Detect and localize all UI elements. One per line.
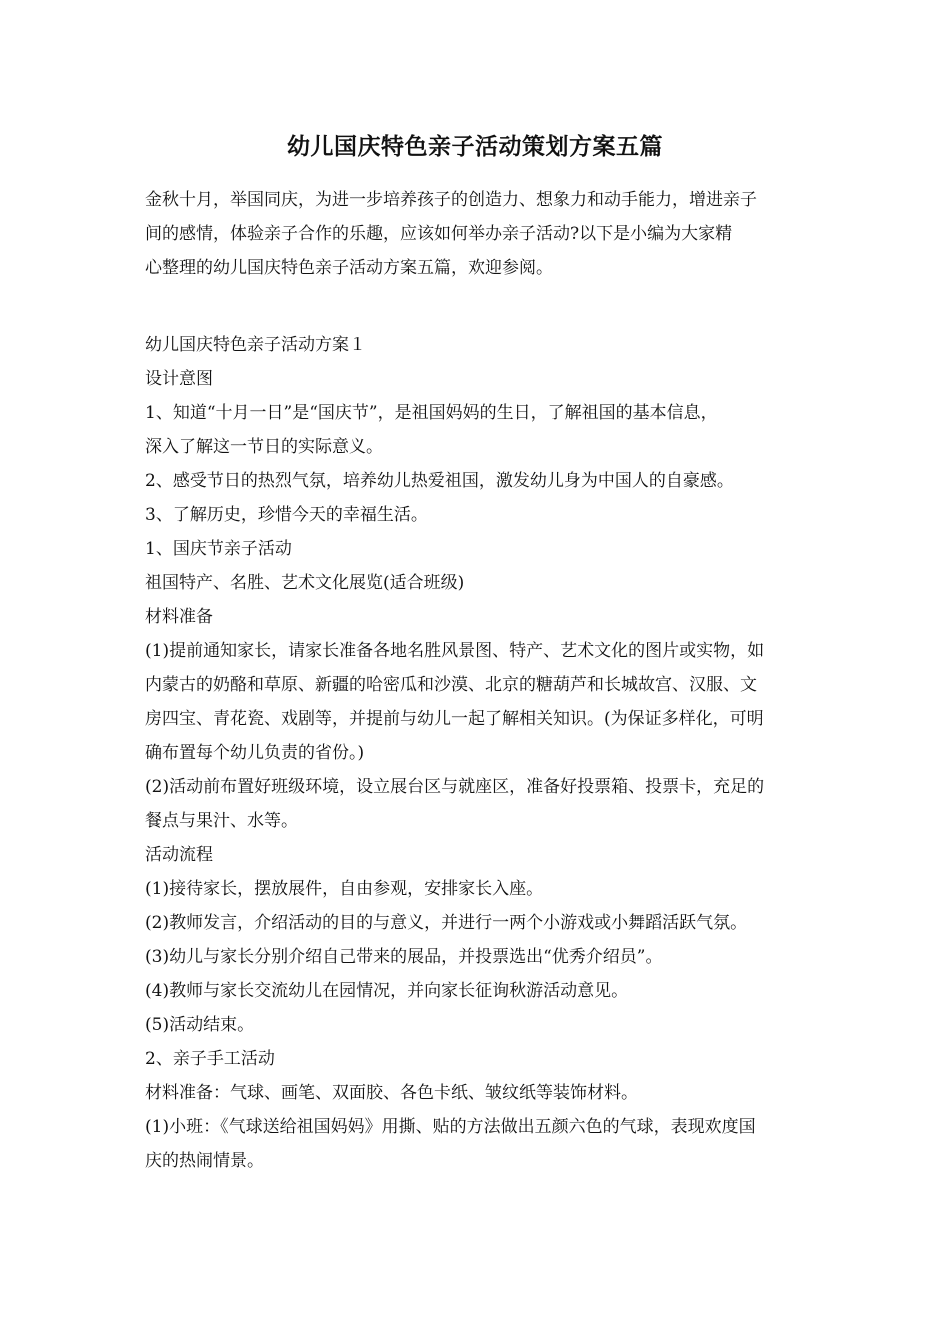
paragraph-line: 2、亲子手工活动 <box>145 1049 275 1069</box>
body-paragraph <box>145 1008 813 1042</box>
paragraph-line: 庆的热闹情景。 <box>145 1151 264 1171</box>
intro-line: 间的感情，体验亲子合作的乐趣，应该如何举办亲子活动?以下是小编为大家精 <box>145 224 733 244</box>
body-paragraph <box>145 974 813 1008</box>
paragraph-line: 材料准备 <box>145 607 213 627</box>
body-paragraph <box>145 634 813 770</box>
paragraph-line: 房四宝、青花瓷、戏剧等，并提前与幼儿一起了解相关知识。(为保证多样化，可明 <box>145 709 764 729</box>
body-paragraph <box>145 940 813 974</box>
paragraph-line: 1、国庆节亲子活动 <box>145 539 292 559</box>
document-title: 幼儿国庆特色亲子活动策划方案五篇 <box>287 133 663 160</box>
body-paragraph <box>145 872 813 906</box>
paragraph-line: 餐点与果汁、水等。 <box>145 811 298 831</box>
body-paragraph <box>145 770 813 838</box>
body-paragraph <box>145 1076 813 1110</box>
paragraph-line: (1)接待家长，摆放展件，自由参观，安排家长入座。 <box>145 879 544 899</box>
paragraph-line: 1、知道“十月一日”是“国庆节”，是祖国妈妈的生日，了解祖国的基本信息， <box>145 403 718 423</box>
body-paragraph <box>145 396 813 464</box>
body-paragraph <box>145 1110 813 1178</box>
intro-paragraph <box>145 183 813 285</box>
paragraph-line: 内蒙古的奶酪和草原、新疆的哈密瓜和沙漠、北京的糖葫芦和长城故宫、汉服、文 <box>145 675 757 695</box>
body-paragraph <box>145 328 813 362</box>
paragraph-line: 设计意图 <box>145 369 213 389</box>
body-paragraph <box>145 566 813 600</box>
paragraph-line: 确布置每个幼儿负责的省份。) <box>145 743 365 763</box>
paragraph-line: (2)活动前布置好班级环境，设立展台区与就座区，准备好投票箱、投票卡，充足的 <box>145 777 765 797</box>
body-paragraph <box>145 464 813 498</box>
paragraph-line: (1)小班：《气球送给祖国妈妈》用撕、贴的方法做出五颜六色的气球，表现欢度国 <box>145 1117 756 1137</box>
paragraph-line: 祖国特产、名胜、艺术文化展览(适合班级) <box>145 573 465 593</box>
body-paragraph <box>145 362 813 396</box>
document-body <box>145 328 813 1178</box>
body-paragraph <box>145 906 813 940</box>
body-paragraph <box>145 498 813 532</box>
paragraph-line: 材料准备：气球、画笔、双面胶、各色卡纸、皱纹纸等装饰材料。 <box>145 1083 638 1103</box>
intro-line: 金秋十月，举国同庆，为进一步培养孩子的创造力、想象力和动手能力，增进亲子 <box>145 190 757 210</box>
paragraph-line: 幼儿国庆特色亲子活动方案１ <box>145 335 366 355</box>
intro-line: 心整理的幼儿国庆特色亲子活动方案五篇，欢迎参阅。 <box>145 258 553 278</box>
paragraph-line: (2)教师发言，介绍活动的目的与意义，并进行一两个小游戏或小舞蹈活跃气氛。 <box>145 913 748 933</box>
body-paragraph <box>145 600 813 634</box>
paragraph-line: (5)活动结束。 <box>145 1015 255 1035</box>
paragraph-line: 活动流程 <box>145 845 213 865</box>
body-paragraph <box>145 1042 813 1076</box>
body-paragraph <box>145 838 813 872</box>
paragraph-line: (4)教师与家长交流幼儿在园情况，并向家长征询秋游活动意见。 <box>145 981 629 1001</box>
body-paragraph <box>145 532 813 566</box>
paragraph-line: (3)幼儿与家长分别介绍自己带来的展品，并投票选出“优秀介绍员”。 <box>145 947 663 967</box>
paragraph-line: 2、感受节日的热烈气氛，培养幼儿热爱祖国，激发幼儿身为中国人的自豪感。 <box>145 471 734 491</box>
paragraph-line: 深入了解这一节日的实际意义。 <box>145 437 383 457</box>
paragraph-line: (1)提前通知家长，请家长准备各地名胜风景图、特产、艺术文化的图片或实物，如 <box>145 641 765 661</box>
paragraph-line: 3、了解历史，珍惜今天的幸福生活。 <box>145 505 428 525</box>
